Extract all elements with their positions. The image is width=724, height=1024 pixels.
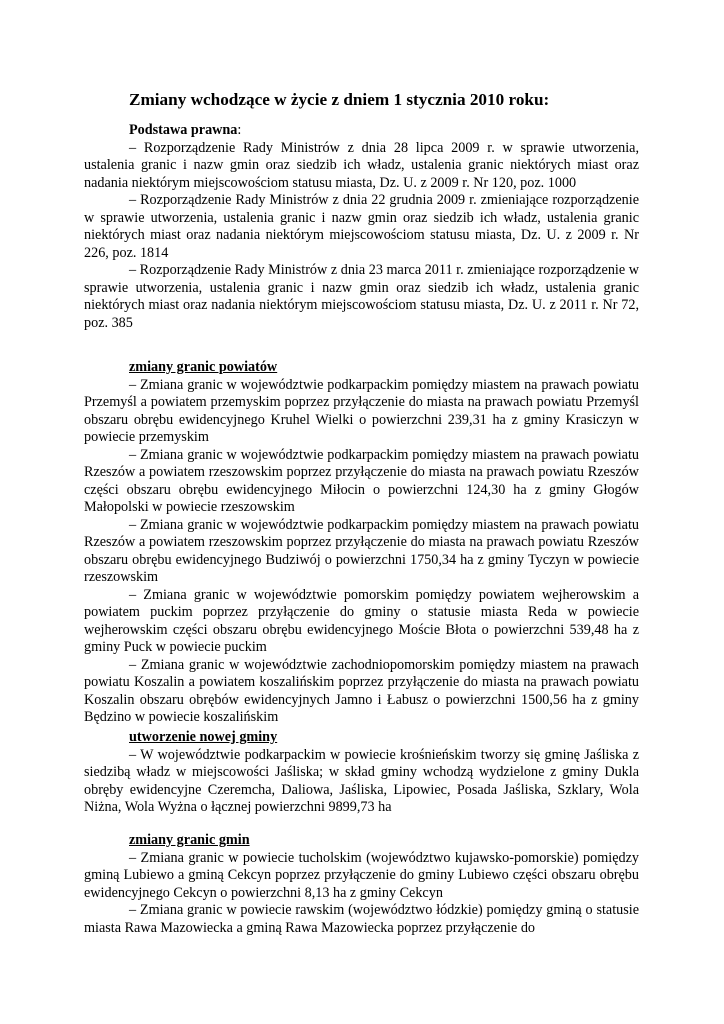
new-commune-item: – W województwie podkarpackim w powiecie krośnieńskim tworzy się gminę Jaśliska z siedzibą władz w miejscowości Jaśliska; w skład gminy wchodzą wydzielone z gminy Dukla obręby ewidencyjne Czeremcha, Daliowa, Jaśliska, Lipowiec, Posada Jaśliska, Szklary, Wola Niżna, Wola Wyżna o łącznej powierzchni 9899,73 ha bbox=[84, 746, 639, 815]
county-borders-item: – Zmiana granic w województwie zachodniopomorskim pomiędzy miastem na prawach powiatu Koszalin a powiatem koszalińskim poprzez przyłączenie do miasta na prawach powiatu Koszalin obszaru obrębów ewidencyjnych Jamno i Łabusz o powierzchni 1500,56 ha z gminy Będzino w powiecie koszalińskim bbox=[84, 656, 639, 725]
legal-basis-heading-text: Podstawa prawna bbox=[129, 122, 238, 138]
legal-basis-section bbox=[84, 122, 639, 332]
new-commune-section bbox=[84, 729, 639, 817]
county-borders-item: – Zmiana granic w województwie podkarpackim pomiędzy miastem na prawach powiatu Rzeszów a powiatem rzeszowskim poprzez przyłączenie do miasta na prawach powiatu Rzeszów części obszaru obrębu ewidencyjnego Miłocin o powierzchni 124,30 ha z gminy Głogów Małopolski w powiecie rzeszowskim bbox=[84, 446, 639, 515]
county-borders-item: – Zmiana granic w województwie podkarpackim pomiędzy miastem na prawach powiatu Rzeszów a powiatem rzeszowskim poprzez przyłączenie do miasta na prawach powiatu Rzeszów obszaru obrębu ewidencyjnego Budziwój o powierzchni 1750,34 ha z gminy Tyczyn w powiecie rzeszowskim bbox=[84, 516, 639, 585]
county-borders-heading: zmiany granic powiatów bbox=[129, 359, 278, 375]
legal-basis-colon: : bbox=[237, 122, 242, 138]
county-borders-item: – Zmiana granic w województwie podkarpackim pomiędzy miastem na prawach powiatu Przemyśl a powiatem przemyskim poprzez przyłączenie do miasta na prawach powiatu Przemyśl obszaru obrębu ewidencyjnego Kruhel Wielki o powierzchni 239,31 ha z gminy Krasiczyn w powiecie przemyskim bbox=[84, 376, 639, 445]
legal-basis-item: – Rozporządzenie Rady Ministrów z dnia 22 grudnia 2009 r. zmieniające rozporządzenie w sprawie utworzenia, ustalenia granic i nazw gmin oraz siedzib ich władz, ustalenia granic niektórych miast oraz nadania niektórym miejscowościom statusu miasta, Dz. U. z 2009 r. Nr 226, poz. 1814 bbox=[84, 192, 639, 261]
legal-basis-item: – Rozporządzenie Rady Ministrów z dnia 23 marca 2011 r. zmieniające rozporządzenie w sprawie utworzenia, ustalenia granic i nazw gmin oraz siedzib ich władz, ustalenia granic niektórych miast oraz nadania niektórym miejscowościom statusu miasta, Dz. U. z 2011 r. Nr 72, poz. 385 bbox=[84, 262, 639, 331]
commune-borders-section bbox=[84, 832, 639, 937]
page-title: Zmiany wchodzące w życie z dniem 1 stycznia 2010 roku: bbox=[129, 90, 550, 109]
new-commune-heading: utworzenie nowej gminy bbox=[129, 729, 278, 745]
county-borders-section bbox=[84, 359, 639, 727]
commune-borders-item: – Zmiana granic w powiecie rawskim (województwo łódzkie) pomiędzy gminą o statusie miasta Rawa Mazowiecka a gminą Rawa Mazowiecka poprzez przyłączenie do bbox=[84, 902, 639, 936]
legal-basis-item: – Rozporządzenie Rady Ministrów z dnia 28 lipca 2009 r. w sprawie utworzenia, ustalenia granic i nazw gmin oraz siedzib ich władz, ustalenia granic niektórych miast oraz nadania niektórym miejscowościom statusu miasta, Dz. U. z 2009 r. Nr 120, poz. 1000 bbox=[84, 139, 639, 191]
commune-borders-item: – Zmiana granic w powiecie tucholskim (województwo kujawsko-pomorskie) pomiędzy gminą Lubiewo a gminą Cekcyn poprzez przyłączenie do gminy Lubiewo części obszaru obrębu ewidencyjnego Cekcyn o powierzchni 8,13 ha z gminy Cekcyn bbox=[84, 849, 639, 901]
commune-borders-heading: zmiany granic gmin bbox=[129, 832, 250, 848]
county-borders-item: – Zmiana granic w województwie pomorskim pomiędzy powiatem wejherowskim a powiatem puckim poprzez przyłączenie do gminy o statusie miasta Reda w powiecie wejherowskim części obszaru obrębu ewidencyjnego Moście Błota o powierzchni 539,48 ha z gminy Puck w powiecie puckim bbox=[84, 586, 639, 655]
legal-basis-heading bbox=[129, 122, 639, 140]
